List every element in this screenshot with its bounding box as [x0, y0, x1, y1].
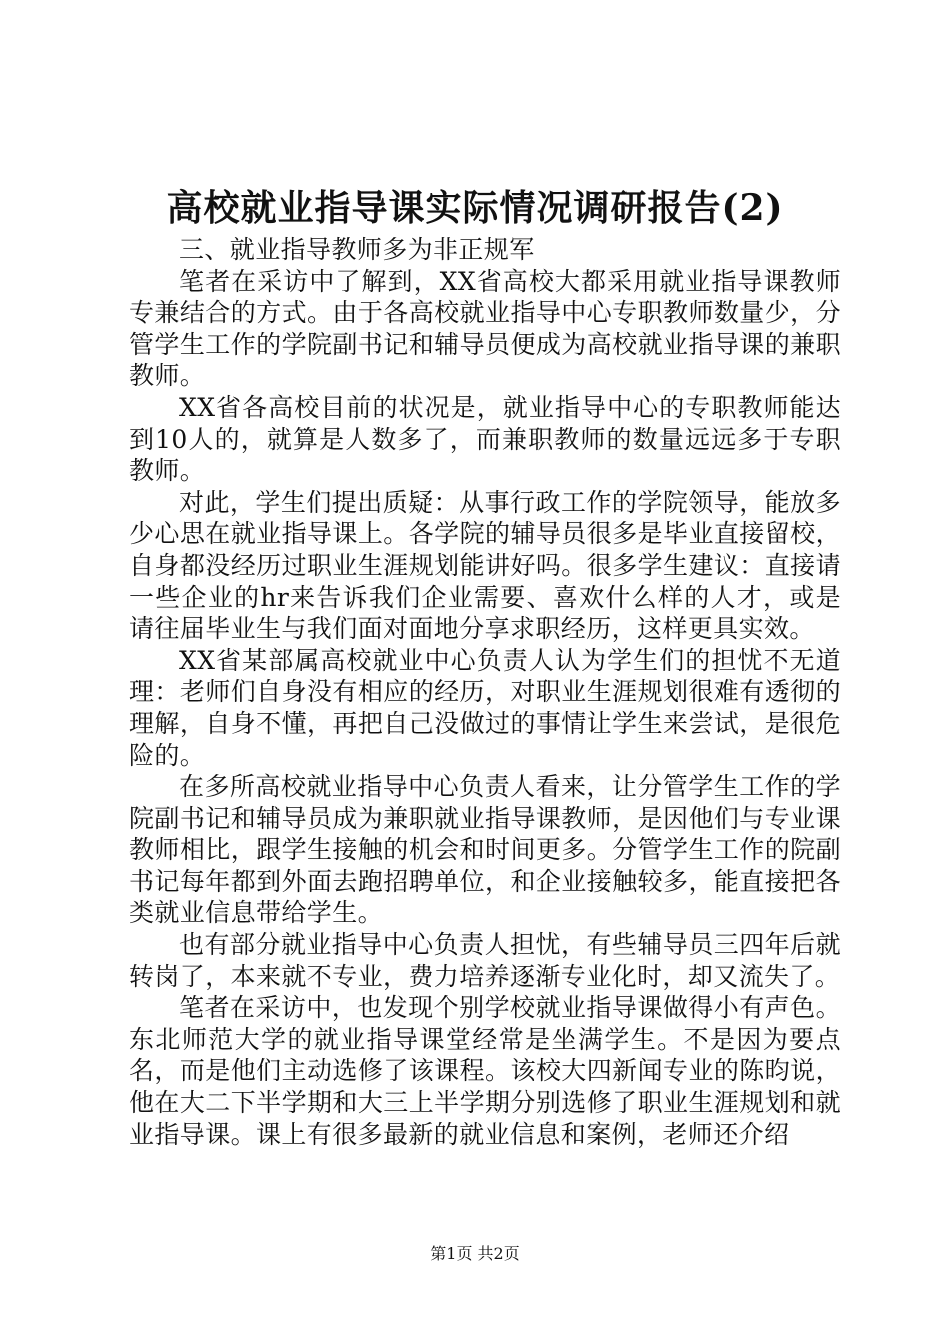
paragraph: 在多所高校就业指导中心负责人看来，让分管学生工作的学院副书记和辅导员成为兼职就业指导课教师，是因他们与专业课教师相比，跟学生接触的机会和时间更多。分管学生工作的院副书记每年都到外面去跑招聘单位，和企业接触较多，能直接把各类就业信息带给学生。: [129, 772, 841, 928]
page-number-footer: 第1页 共2页: [430, 1244, 520, 1263]
paragraph: 对此，学生们提出质疑：从事行政工作的学院领导，能放多少心思在就业指导课上。各学院的辅导员很多是毕业直接留校，自身都没经历过职业生涯规划能讲好吗。很多学生建议：直接请一些企业的hr来告诉我们企业需要、喜欢什么样的人才，或是请往届毕业生与我们面对面地分享求职经历，这样更具实效。: [129, 487, 841, 644]
paragraph: XX省某部属高校就业中心负责人认为学生们的担忧不无道理：老师们自身没有相应的经历，对职业生涯规划很难有透彻的理解，自身不懂，再把自己没做过的事情让学生来尝试，是很危险的。: [129, 645, 841, 770]
paragraph: XX省各高校目前的状况是，就业指导中心的专职教师能达到10人的，就算是人数多了，而兼职教师的数量远远多于专职教师。: [129, 392, 841, 486]
section-heading: 三、就业指导教师多为非正规军: [179, 235, 535, 264]
paragraph: 也有部分就业指导中心负责人担忧，有些辅导员三四年后就转岗了，本来就不专业，费力培养逐渐专业化时，却又流失了。: [129, 930, 841, 991]
paragraph: 笔者在采访中，也发现个别学校就业指导课做得小有声色。东北师范大学的就业指导课堂经常是坐满学生。不是因为要点名，而是他们主动选修了该课程。该校大四新闻专业的陈昀说，他在大二下半学期和大三上半学期分别选修了职业生涯规划和就业指导课。课上有很多最新的就业信息和案例，老师还介绍: [129, 993, 841, 1149]
paragraph: 笔者在采访中了解到，XX省高校大都采用就业指导课教师专兼结合的方式。由于各高校就业指导中心专职教师数量少，分管学生工作的学院副书记和辅导员便成为高校就业指导课的兼职教师。: [129, 266, 841, 391]
document-title: 高校就业指导课实际情况调研报告(2): [166, 187, 784, 229]
document-body: [129, 234, 841, 1150]
